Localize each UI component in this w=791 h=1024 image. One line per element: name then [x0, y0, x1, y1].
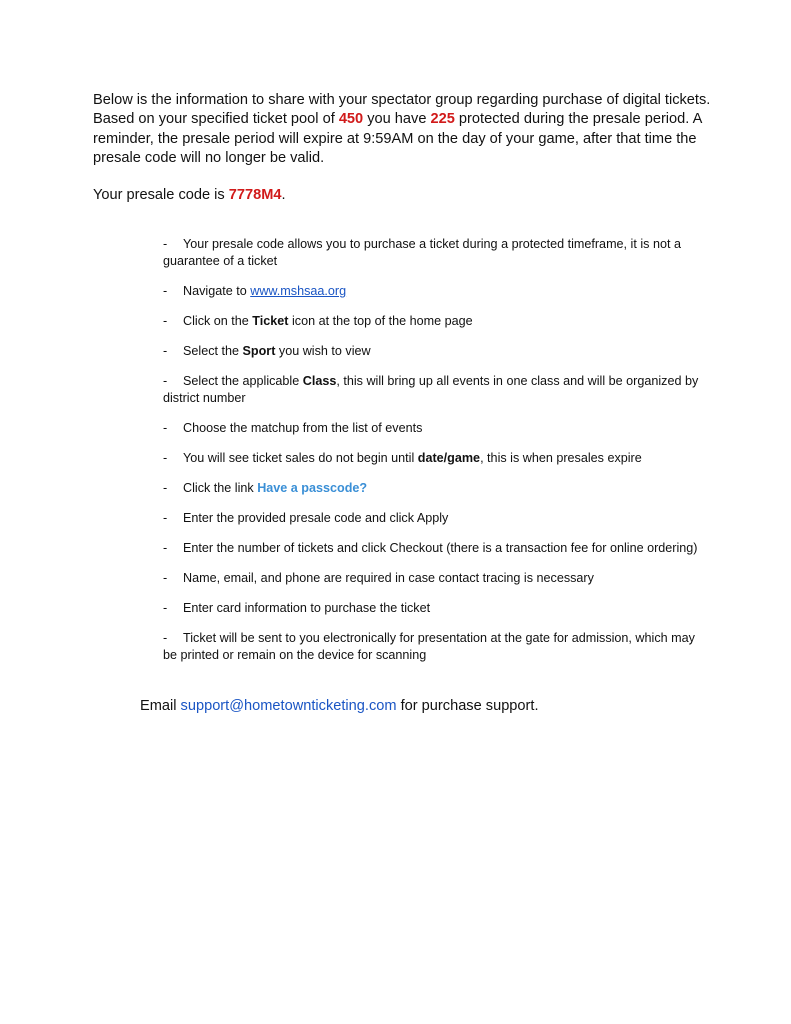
- step-text: Enter the number of tickets and click Checkout (there is a transaction fee for online ordering): [183, 541, 698, 555]
- step-text: , this is when presales expire: [480, 451, 642, 465]
- support-suffix: for purchase support.: [396, 698, 539, 714]
- protected-count: 225: [430, 111, 455, 128]
- dash-marker: -: [163, 284, 168, 298]
- intro-text-3: protected during the presale period. A reminder, the presale period will expire at 9:59AM on the day of your game, after that time the presale code will no longer be valid.: [93, 111, 702, 166]
- step-bold-term: Sport: [242, 344, 276, 358]
- list-item: [163, 373, 703, 407]
- presale-prefix: Your presale code is: [93, 187, 229, 203]
- step-text: Click on the: [183, 314, 253, 328]
- dash-marker: -: [163, 344, 168, 358]
- step-text: Choose the matchup from the list of events: [183, 421, 423, 435]
- step-text: You will see ticket sales do not begin until: [183, 451, 418, 465]
- dash-marker: -: [163, 541, 168, 555]
- dash-marker: -: [163, 374, 168, 388]
- instruction-list: [163, 236, 703, 677]
- dash-marker: -: [163, 237, 168, 251]
- list-item: [163, 540, 703, 557]
- presale-code-line: [93, 185, 286, 205]
- intro-text-1: Below is the information to share with your spectator group regarding purchase of digital tickets. Based on your specified ticket pool of: [93, 92, 711, 128]
- step-text: Enter the provided presale code and click Apply: [183, 511, 449, 525]
- dash-marker: -: [163, 571, 168, 585]
- step-text: icon at the top of the home page: [288, 314, 473, 328]
- dash-marker: -: [163, 421, 168, 435]
- support-line: [140, 696, 539, 716]
- step-text: you wish to view: [275, 344, 371, 358]
- ticket-pool-count: 450: [338, 111, 364, 128]
- dash-marker: -: [163, 631, 168, 645]
- list-item: [163, 630, 703, 664]
- list-item: [163, 480, 703, 497]
- list-item: [163, 343, 703, 360]
- list-item: [163, 600, 703, 617]
- step-text: Your presale code allows you to purchase a ticket during a protected timeframe, it is not a guarantee of a ticket: [163, 237, 681, 268]
- presale-code: 7778M4: [228, 187, 282, 203]
- step-text: Select the: [183, 344, 243, 358]
- step-text: Select the applicable: [183, 374, 303, 388]
- support-prefix: Email: [140, 698, 181, 714]
- step-text: Name, email, and phone are required in case contact tracing is necessary: [183, 571, 594, 585]
- support-email-link[interactable]: support@hometownticketing.com: [180, 698, 397, 714]
- intro-paragraph: [93, 91, 713, 168]
- list-item: [163, 570, 703, 587]
- step-bold-term: Class: [302, 374, 337, 388]
- list-item: [163, 420, 703, 437]
- step-text: Click the link: [183, 481, 258, 495]
- mshsaa-link[interactable]: www.mshsaa.org: [250, 284, 347, 298]
- have-a-passcode-link[interactable]: Have a passcode?: [257, 481, 368, 495]
- step-bold-term: date/game: [417, 451, 481, 465]
- dash-marker: -: [163, 451, 168, 465]
- dash-marker: -: [163, 511, 168, 525]
- step-bold-term: Ticket: [252, 314, 289, 328]
- presale-suffix: .: [281, 187, 286, 203]
- dash-marker: -: [163, 481, 168, 495]
- step-text: Enter card information to purchase the ticket: [183, 601, 431, 615]
- list-item: [163, 283, 703, 300]
- list-item: [163, 236, 703, 270]
- dash-marker: -: [163, 601, 168, 615]
- step-text: , this will bring up all events in one class and will be organized by district number: [163, 374, 699, 405]
- list-item: [163, 450, 703, 467]
- dash-marker: -: [163, 314, 168, 328]
- step-text: Ticket will be sent to you electronically for presentation at the gate for admission, which may be printed or remain on the device for scanning: [163, 631, 695, 662]
- step-text: Navigate to: [183, 284, 251, 298]
- list-item: [163, 510, 703, 527]
- list-item: [163, 313, 703, 330]
- intro-text-2: you have: [363, 111, 431, 128]
